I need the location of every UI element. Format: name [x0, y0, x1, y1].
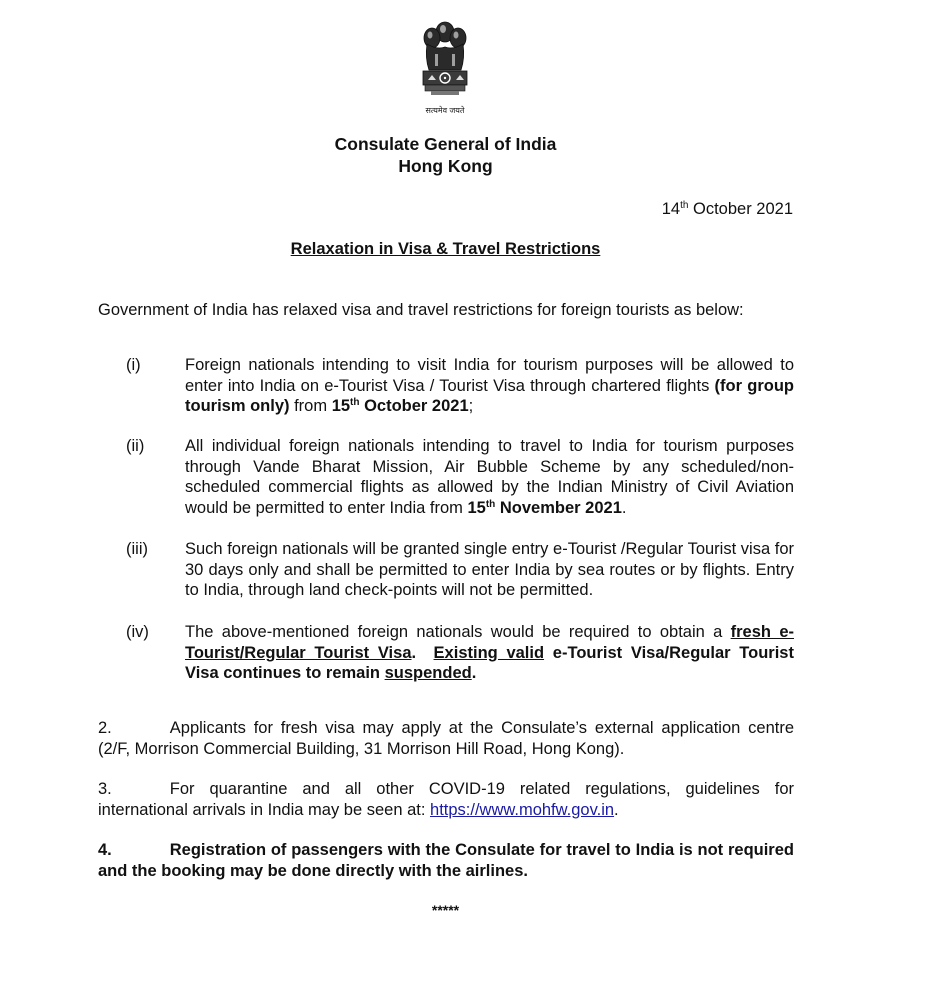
item-number: (ii)	[126, 437, 145, 455]
item-number: (iv)	[126, 623, 149, 641]
emblem-motto: सत्यमेव जयते	[425, 106, 465, 115]
office-title: Consulate General of India	[334, 134, 557, 154]
state-emblem-icon	[413, 14, 477, 104]
paragraph-number: 3.	[98, 780, 112, 798]
notice-heading: Relaxation in Visa & Travel Restrictions	[290, 240, 601, 258]
mohfw-link[interactable]: https://www.mohfw.gov.in	[430, 800, 615, 819]
item-text: Foreign nationals intending to visit India for tourism purposes will be allowed to enter into India on e-Tourist Visa / Tourist Visa through chartered flights (for group tourism only) from 15th October 2021;	[185, 356, 794, 415]
item-text: Such foreign nationals will be granted single entry e-Tourist /Regular Tourist visa for 30 days only and shall be permitted to enter India by sea routes or by flights. Entry to India, through land check-points will not be permitted.	[185, 540, 794, 599]
item-text: The above-mentioned foreign nationals would be required to obtain a fresh e-Tourist/Regular Tourist Visa. Existing valid e-Tourist Visa/Regular Tourist Visa continues to remain suspended.	[185, 623, 794, 682]
item-text: All individual foreign nationals intending to travel to India for tourism purposes through Vande Bharat Mission, Air Bubble Scheme by any scheduled/non-scheduled commercial flights as allowed by the Indian Ministry of Civil Aviation would be permitted to enter India from 15th November 2021.	[185, 437, 794, 517]
item-number: (i)	[126, 356, 141, 374]
office-city: Hong Kong	[398, 156, 493, 176]
document-date: 14th October 2021	[661, 200, 793, 218]
intro-text: Government of India has relaxed visa and travel restrictions for foreign tourists as below:	[98, 301, 744, 319]
paragraph-3: 3. For quarantine and all other COVID-19 related regulations, guidelines for international arrivals in India may be seen at: https://www.mohfw.gov.in.	[98, 780, 794, 819]
paragraph-number: 4.	[98, 841, 112, 859]
paragraph-number: 2.	[98, 719, 112, 737]
paragraph-4: 4. Registration of passengers with the Consulate for travel to India is not required and the booking may be done directly with the airlines.	[98, 841, 794, 880]
paragraph-2: 2. Applicants for fresh visa may apply at the Consulate’s external application centre (2/F, Morrison Commercial Building, 31 Morrison Hill Road, Hong Kong).	[98, 719, 794, 758]
end-marker: *****	[431, 902, 460, 918]
item-number: (iii)	[126, 540, 148, 558]
